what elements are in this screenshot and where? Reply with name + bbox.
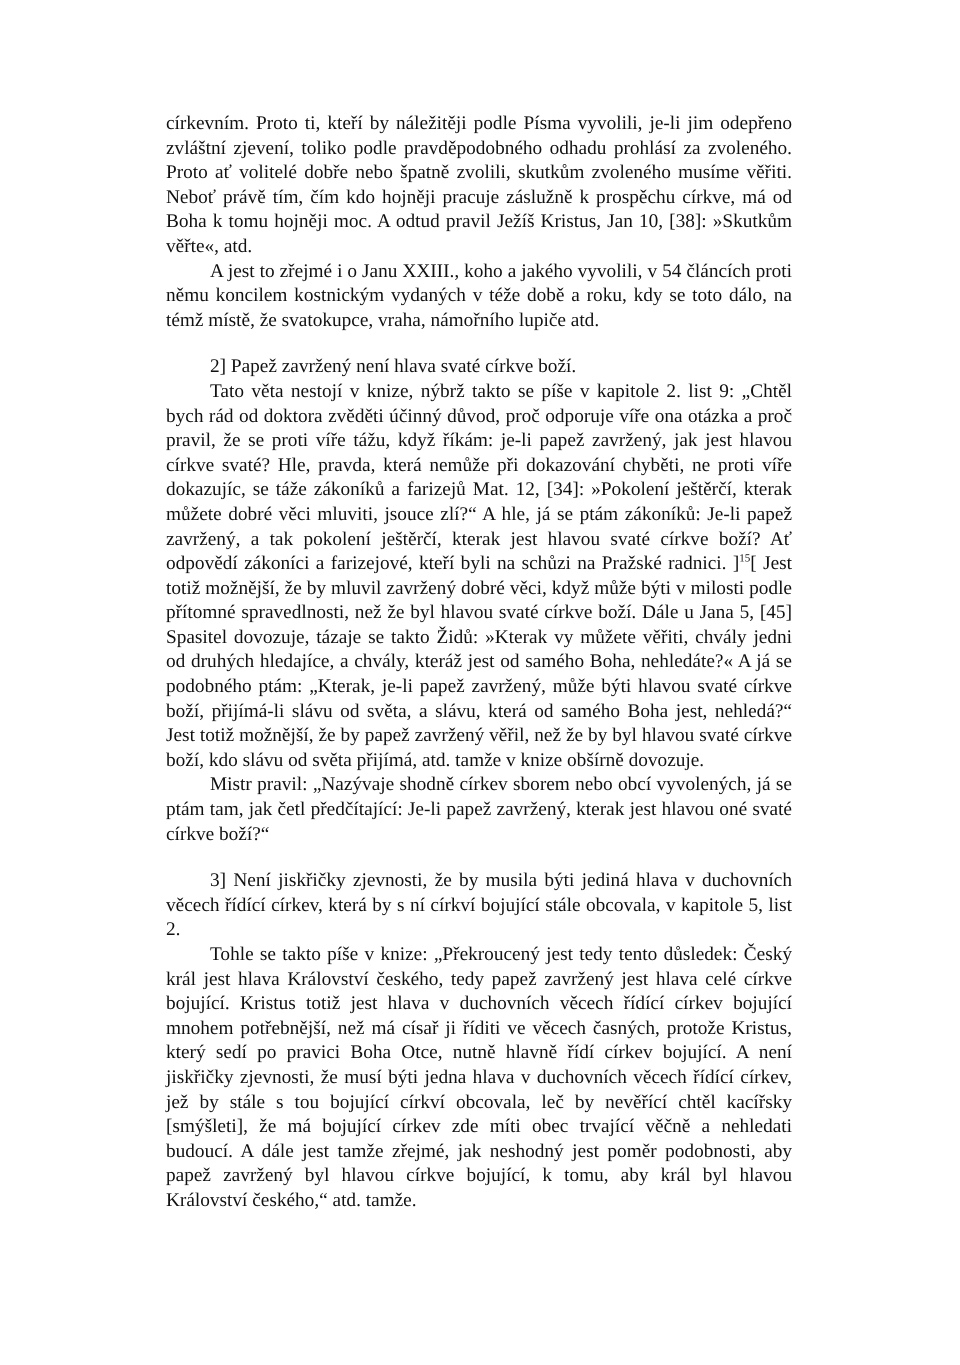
section-heading-3: 3] Není jiskřičky zjevnosti, že by musila býti jediná hlava v duchovních věcech řídící církev, která by s ní církví bojující stále obcovala, v kapitole 5, list 2. [166, 870, 792, 941]
paragraph-4: Mistr pravil: „Nazývaje shodně církev sborem nebo obcí vyvolených, já se ptám tam, jak četl předčítající: Je-li papež zavržený, kterak jest hlavou oné svaté církve boží?“ [166, 774, 792, 845]
paragraph-5: Tohle se takto píše v knize: „Překroucený jest tedy tento důsledek: Český král jest hlava Království českého, tedy papež zavržený jest hlava celé církve bojující. Kristus totiž jest hlava v duchovních věcech řídící církev bojující mnohem potřebnější, než má císař ji říditi ve věcech časných, protože Kristus, který sedí po pravici Boha Otce, nutně hlavně řídí církev bojující. A není jiskřičky zjevnosti, že musí býti jedna hlava v duchovních věcech řídící církev, jež by stále s tou bojující církví obcovala, leč by nevěřící chtěl kacířsky [smýšleti], že má bojující církev zde míti obec trvající věčně a nehledati budoucí. A dále jest tamže zřejmé, jak neshodný jest poměr podobnosti, aby papež zavržený byl hlavou církve bojující, k tomu, aby král byl hlavou Království českého,“ atd. tamže. [166, 944, 792, 1211]
paragraph-2: A jest to zřejmé i o Janu XXIII., koho a jakého vyvolili, v 54 článcích proti němu koncilem kostnickým vydaných v téže době a roku, kdy se toto dálo, na témž místě, že svatokupce, vraha, námořního lupiče atd. [166, 260, 792, 331]
paragraph-1: církevním. Proto ti, kteří by náležitěji podle Písma vyvolili, je-li jim odepřeno zvláštní zjevení, toliko podle pravděpodobného odhadu prohlásí za zvoleného. Proto ať volitelé dobře nebo špatně zvolili, skutkům zvoleného musíme věřiti. Neboť právě tím, čím kdo hojněji pracuje záslužně k prospěchu církve, má od Boha k tomu hojněji moc. A odtud pravil Ježíš Kristus, Jan 10, [38]: »Skutkům věřte«, atd. [166, 113, 792, 257]
paragraph-gap [166, 333, 792, 355]
document-page [166, 112, 792, 1214]
paragraph-3-continued: [ Jest totiž možnější, že by mluvil zavržený dobré věci, když může býti v milosti podle přítomné spravedlnosti, než že byl hlavou svaté církve boží. Dále u Jana 5, [45] Spasitel dovozuje, tázaje se takto Židů: »Kterak vy můžete věřiti, chvály jedni od druhých hledajíce, a chvály, kteráž jest od samého Boha, nehledáte?« A já se podobného ptám: „Kterak, je-li papež zavržený, může býti hlavou svaté církve boží, přijímá-li slávu od světa, a slávu, která od samého Boha jest, nehledá?“ Jest totiž možnější, že by papež zavržený věřil, než že by byl hlavou svaté církve boží, kdo slávu od světa přijímá, atd. tamže v knize obšírně dovozuje. [166, 553, 792, 771]
section-heading-2: 2] Papež zavržený není hlava svaté církve boží. [210, 356, 577, 378]
paragraph-3-text: Tato věta nestojí v knize, nýbrž takto se píše v kapitole 2. list 9: „Chtěl bych rád od doktora zvěděti účinný důvod, proč odporuje víře ona otázka a proč pravil, že se proti víře tážu, když říkám: je-li papež zavržený, jak jest hlavou církve svaté? Hle, pravda, která nemůže při dokazování chyběti, ne proti víře dokazujíc, se táže zákoníků a farizejů Mat. 12, [34]: »Pokolení ještěrčí, kterak můžete dobré věci mluviti, jsouce zlí?“ A hle, já se ptám zákoníků: Je-li papež zavržený, a tak pokolení ještěrčí, kterak jest hlavou svaté církve boží? Ať odpovědí zákoníci a farizejové, kteří byli na schůzi na Pražské radnici. ] [166, 380, 792, 575]
paragraph-gap [166, 847, 792, 869]
paragraph-3 [166, 380, 792, 774]
footnote-marker: 15 [739, 552, 751, 565]
